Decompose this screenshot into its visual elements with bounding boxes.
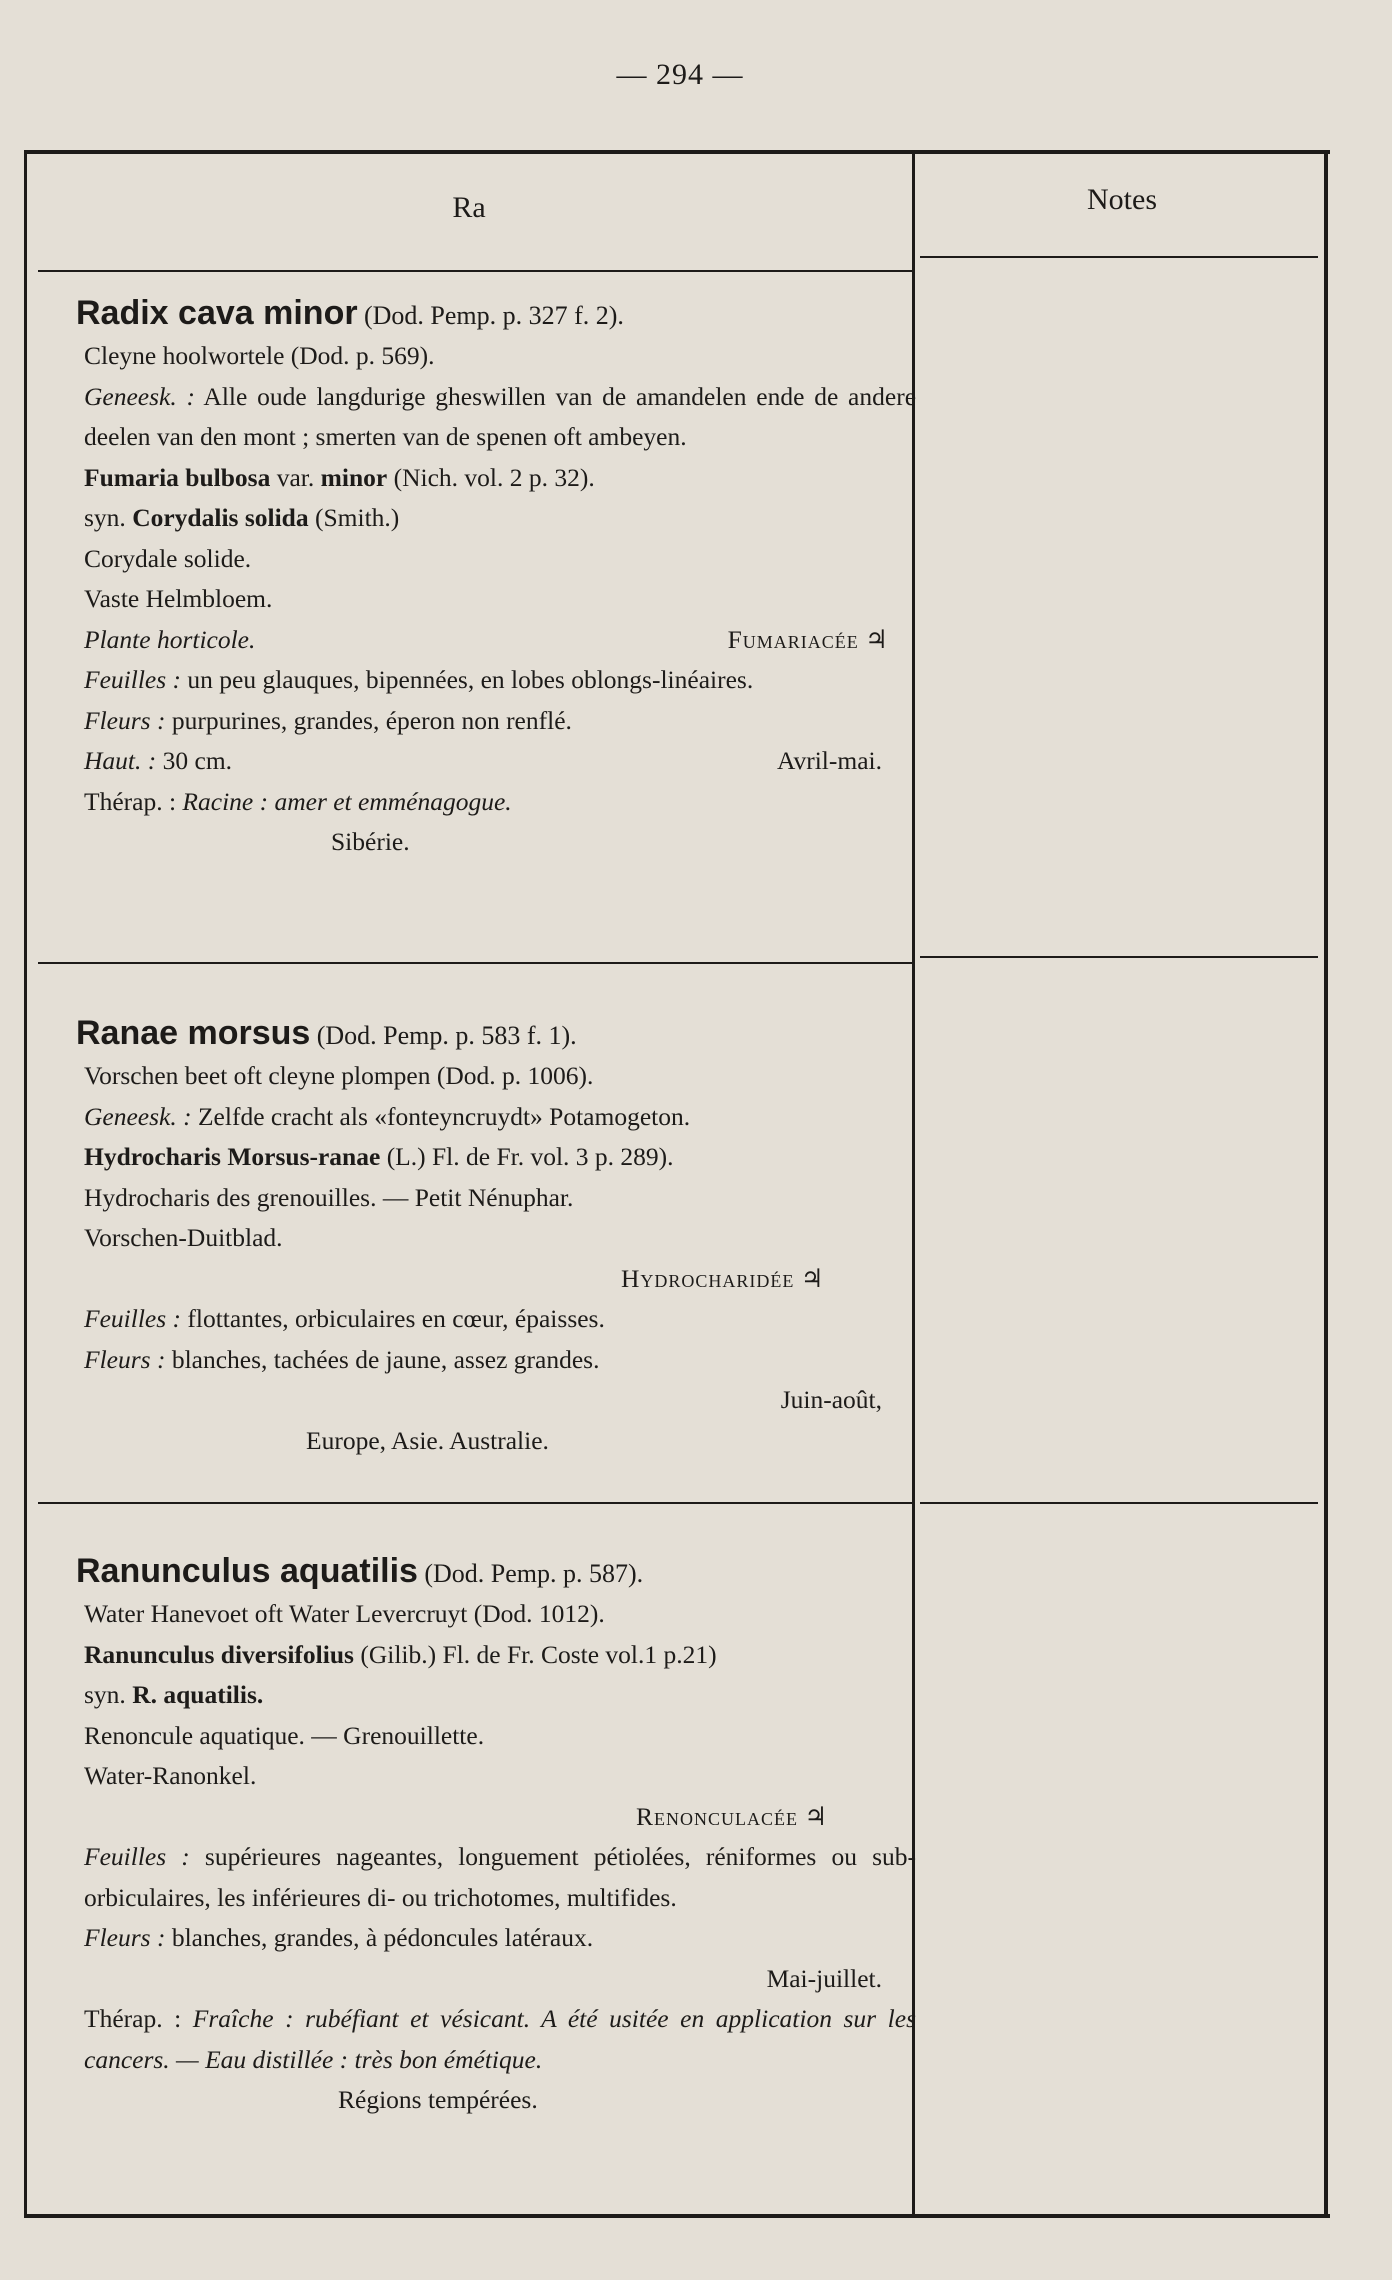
french-name: Hydrocharis des grenouilles. — Petit Nénuphar. — [84, 1182, 574, 1212]
therapy-label: Thérap. : — [84, 2004, 182, 2033]
entry-ranunculus-aquatilis — [76, 1548, 916, 2121]
flowers-label: Fleurs : — [84, 705, 166, 735]
entry-title-ref: (Dod. Pemp. p. 327 f. 2). — [363, 301, 624, 330]
scientific-variety-label: var. — [276, 462, 315, 492]
header-rule-ra — [38, 270, 912, 272]
scientific-variety: minor — [320, 462, 388, 492]
therapy-label: Thérap. : — [84, 786, 177, 816]
header-rule-notes — [920, 256, 1318, 258]
scientific-name: Hydrocharis Morsus-ranae — [84, 1142, 381, 1171]
entry-title-ref: (Dod. Pemp. p. 583 f. 1). — [316, 1021, 577, 1050]
column-header-notes: Notes — [1087, 183, 1157, 216]
perennial-symbol: ♃ — [804, 1801, 828, 1831]
dutch-name: Cleyne hoolwortele (Dod. p. 569). — [84, 341, 435, 370]
leaves-label: Feuilles : — [84, 1842, 190, 1871]
scientific-ref: (Nich. vol. 2 p. 32). — [393, 462, 595, 492]
entry-ranae-morsus — [76, 1010, 916, 1461]
therapy-text: Fraîche : rubéfiant et vésicant. A été usitée en application sur les cancers. — Eau distillée : très bon émétique. — [84, 2004, 916, 2074]
synonym-ref: (Smith.) — [314, 503, 400, 532]
leaves-text: un peu glauques, bipennées, en lobes oblongs-linéaires. — [187, 665, 754, 694]
flowers-text: blanches, grandes, à pédoncules latéraux. — [171, 1923, 594, 1952]
leaves-label: Feuilles : — [84, 665, 182, 694]
dutch-common-name: Vaste Helmbloem. — [84, 584, 273, 613]
scientific-name: Ranunculus diversifolius — [84, 1639, 354, 1669]
right-border — [1324, 150, 1328, 2218]
entry-title: Ranunculus aquatilis — [76, 1552, 418, 1590]
french-name: Corydale solide. — [84, 543, 252, 573]
synonym-name: R. aquatilis. — [132, 1680, 264, 1709]
flowering-season: Juin-août, — [780, 1385, 882, 1414]
entry-separator-2-ra — [38, 1502, 912, 1504]
leaves-text: flottantes, orbiculaires en cœur, épaisses. — [187, 1304, 605, 1333]
entry-title: Radix cava minor — [76, 294, 358, 332]
flowers-text: blanches, tachées de jaune, assez grandes. — [171, 1344, 600, 1374]
entry-separator-1-ra — [38, 962, 912, 964]
perennial-symbol: ♃ — [865, 624, 888, 654]
dutch-name: Water Hanevoet oft Water Levercruyt (Dod. 1012). — [84, 1599, 605, 1628]
flowers-label: Fleurs : — [84, 1344, 166, 1374]
page-number: — 294 — — [616, 58, 744, 91]
region: Europe, Asie. Australie. — [306, 1425, 549, 1455]
scientific-ref: (L.) Fl. de Fr. vol. 3 p. 289). — [386, 1142, 674, 1171]
entry-separator-2-notes — [920, 1502, 1318, 1504]
flowering-season: Mai-juillet. — [766, 1963, 882, 1993]
dutch-name: Vorschen beet oft cleyne plompen (Dod. p. 1006). — [84, 1061, 594, 1090]
entry-title-ref: (Dod. Pemp. p. 587). — [424, 1559, 644, 1588]
geneesk-label: Geneesk. : — [84, 381, 196, 411]
bottom-border — [24, 2214, 1330, 2218]
leaves-text: supérieures nageantes, longuement pétiolées, réniformes ou sub-orbiculaires, les inférieures di- ou trichotomes, multifides. — [84, 1842, 916, 1912]
region: Régions tempérées. — [338, 2085, 538, 2114]
therapy-text: Racine : amer et emménagogue. — [182, 786, 512, 816]
synonym-label: syn. — [84, 503, 126, 532]
dutch-common-name: Water-Ranonkel. — [84, 1761, 257, 1790]
entry-radix-cava-minor — [76, 290, 916, 863]
flowers-label: Fleurs : — [84, 1923, 166, 1952]
geneesk-text: Zelfde cracht als «fonteyncruydt» Potamogeton. — [197, 1101, 691, 1131]
region: Sibérie. — [331, 827, 410, 856]
french-name: Renoncule aquatique. — Grenouillette. — [84, 1720, 485, 1750]
left-border — [24, 150, 27, 2218]
height-label: Haut. : — [84, 746, 157, 775]
flowers-text: purpurines, grandes, éperon non renflé. — [171, 705, 572, 735]
entry-separator-1-notes — [920, 956, 1318, 958]
category: Plante horticole. — [84, 624, 256, 654]
table-frame — [24, 150, 1330, 2220]
leaves-label: Feuilles : — [84, 1304, 182, 1333]
scientific-ref: (Gilib.) Fl. de Fr. Coste vol.1 p.21) — [360, 1639, 717, 1669]
family-name: Fumariacée — [727, 624, 859, 654]
geneesk-text: Alle oude langdurige gheswillen van de amandelen ende de andere deelen van den mont ; smerten van de spenen oft ambeyen. — [84, 381, 917, 451]
scientific-name: Fumaria bulbosa — [84, 462, 271, 492]
flowering-season: Avril-mai. — [776, 746, 882, 775]
synonym-label: syn. — [84, 1680, 126, 1709]
family-name: Hydrocharidée — [621, 1263, 795, 1293]
column-header-ra: Ra — [452, 191, 486, 224]
synonym-name: Corydalis solida — [132, 503, 309, 532]
entry-title: Ranae morsus — [76, 1014, 311, 1052]
perennial-symbol: ♃ — [800, 1263, 824, 1293]
geneesk-label: Geneesk. : — [84, 1101, 192, 1131]
family-name: Renonculacée — [636, 1801, 798, 1831]
height-value: 30 cm. — [162, 746, 233, 775]
dutch-common-name: Vorschen-Duitblad. — [84, 1223, 283, 1252]
